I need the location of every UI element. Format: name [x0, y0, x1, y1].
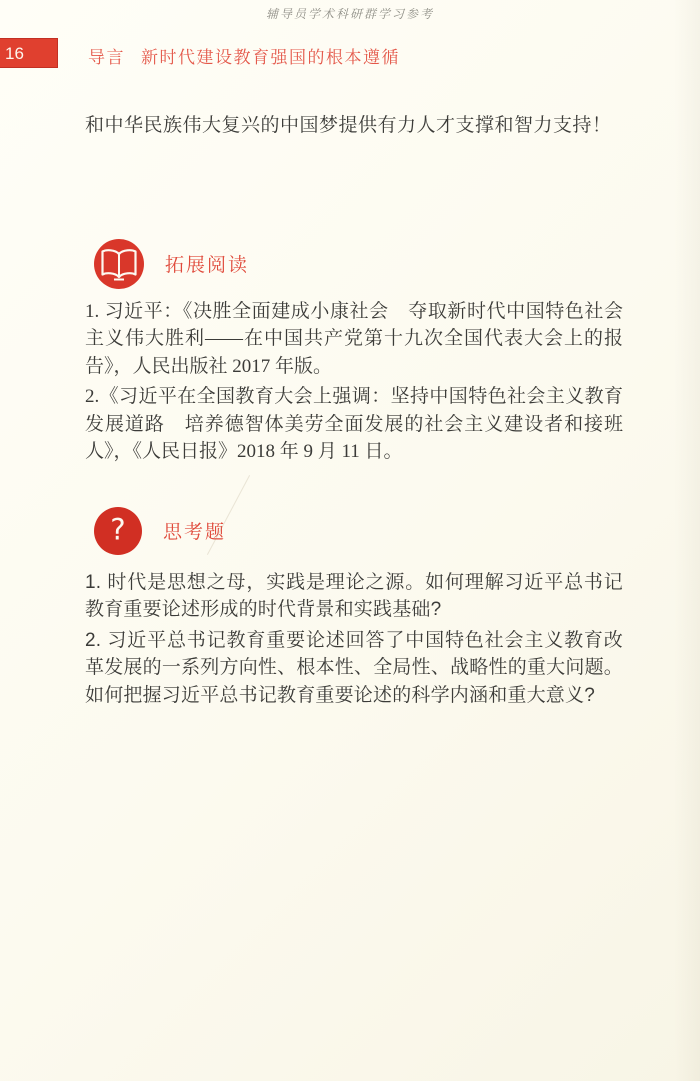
- svg-text:?: ?: [110, 512, 126, 546]
- reading-section-title: 拓展阅读: [165, 255, 250, 276]
- question-item-1: 1. 时代是思想之母，实践是理论之源。如何理解习近平总书记教育重要论述形成的时代背景和实践基础?: [85, 571, 623, 620]
- reading-section-header: [85, 238, 623, 290]
- header-watermark: 辅导员学术科研群学习参考: [265, 7, 434, 21]
- chapter-label: 导言: [88, 48, 125, 67]
- chapter-title: 新时代建设教育强国的根本遵循: [141, 48, 400, 67]
- page-number-block: [0, 38, 58, 68]
- intro-paragraph: 和中华民族伟大复兴的中国梦提供有力人才支撑和智力支持！: [85, 115, 612, 136]
- page-number: 16: [5, 43, 24, 63]
- question-item-2: 2. 习近平总书记教育重要论述回答了中国特色社会主义教育改革发展的一系列方向性、根本性、全局性、战略性的重大问题。如何把握习近平总书记教育重要论述的科学内涵和重大意义?: [85, 629, 623, 706]
- open-book-icon: [93, 238, 145, 290]
- questions-section-header: [85, 506, 623, 556]
- page-content: [85, 112, 623, 709]
- question-mark-icon: [93, 506, 143, 556]
- running-head: [88, 43, 400, 68]
- questions-section-title: 思考题: [163, 522, 227, 543]
- reading-item-2: 2.《习近平在全国教育大会上强调：坚持中国特色社会主义教育发展道路 培养德智体美劳全面发展的社会主义建设者和接班人》，《人民日报》2018 年 9 月 11 日。: [85, 386, 623, 462]
- reading-item-1: 1. 习近平：《决胜全面建成小康社会 夺取新时代中国特色社会主义伟大胜利——在中国共产党第十九次全国代表大会上的报告》，人民出版社 2017 年版。: [85, 300, 623, 377]
